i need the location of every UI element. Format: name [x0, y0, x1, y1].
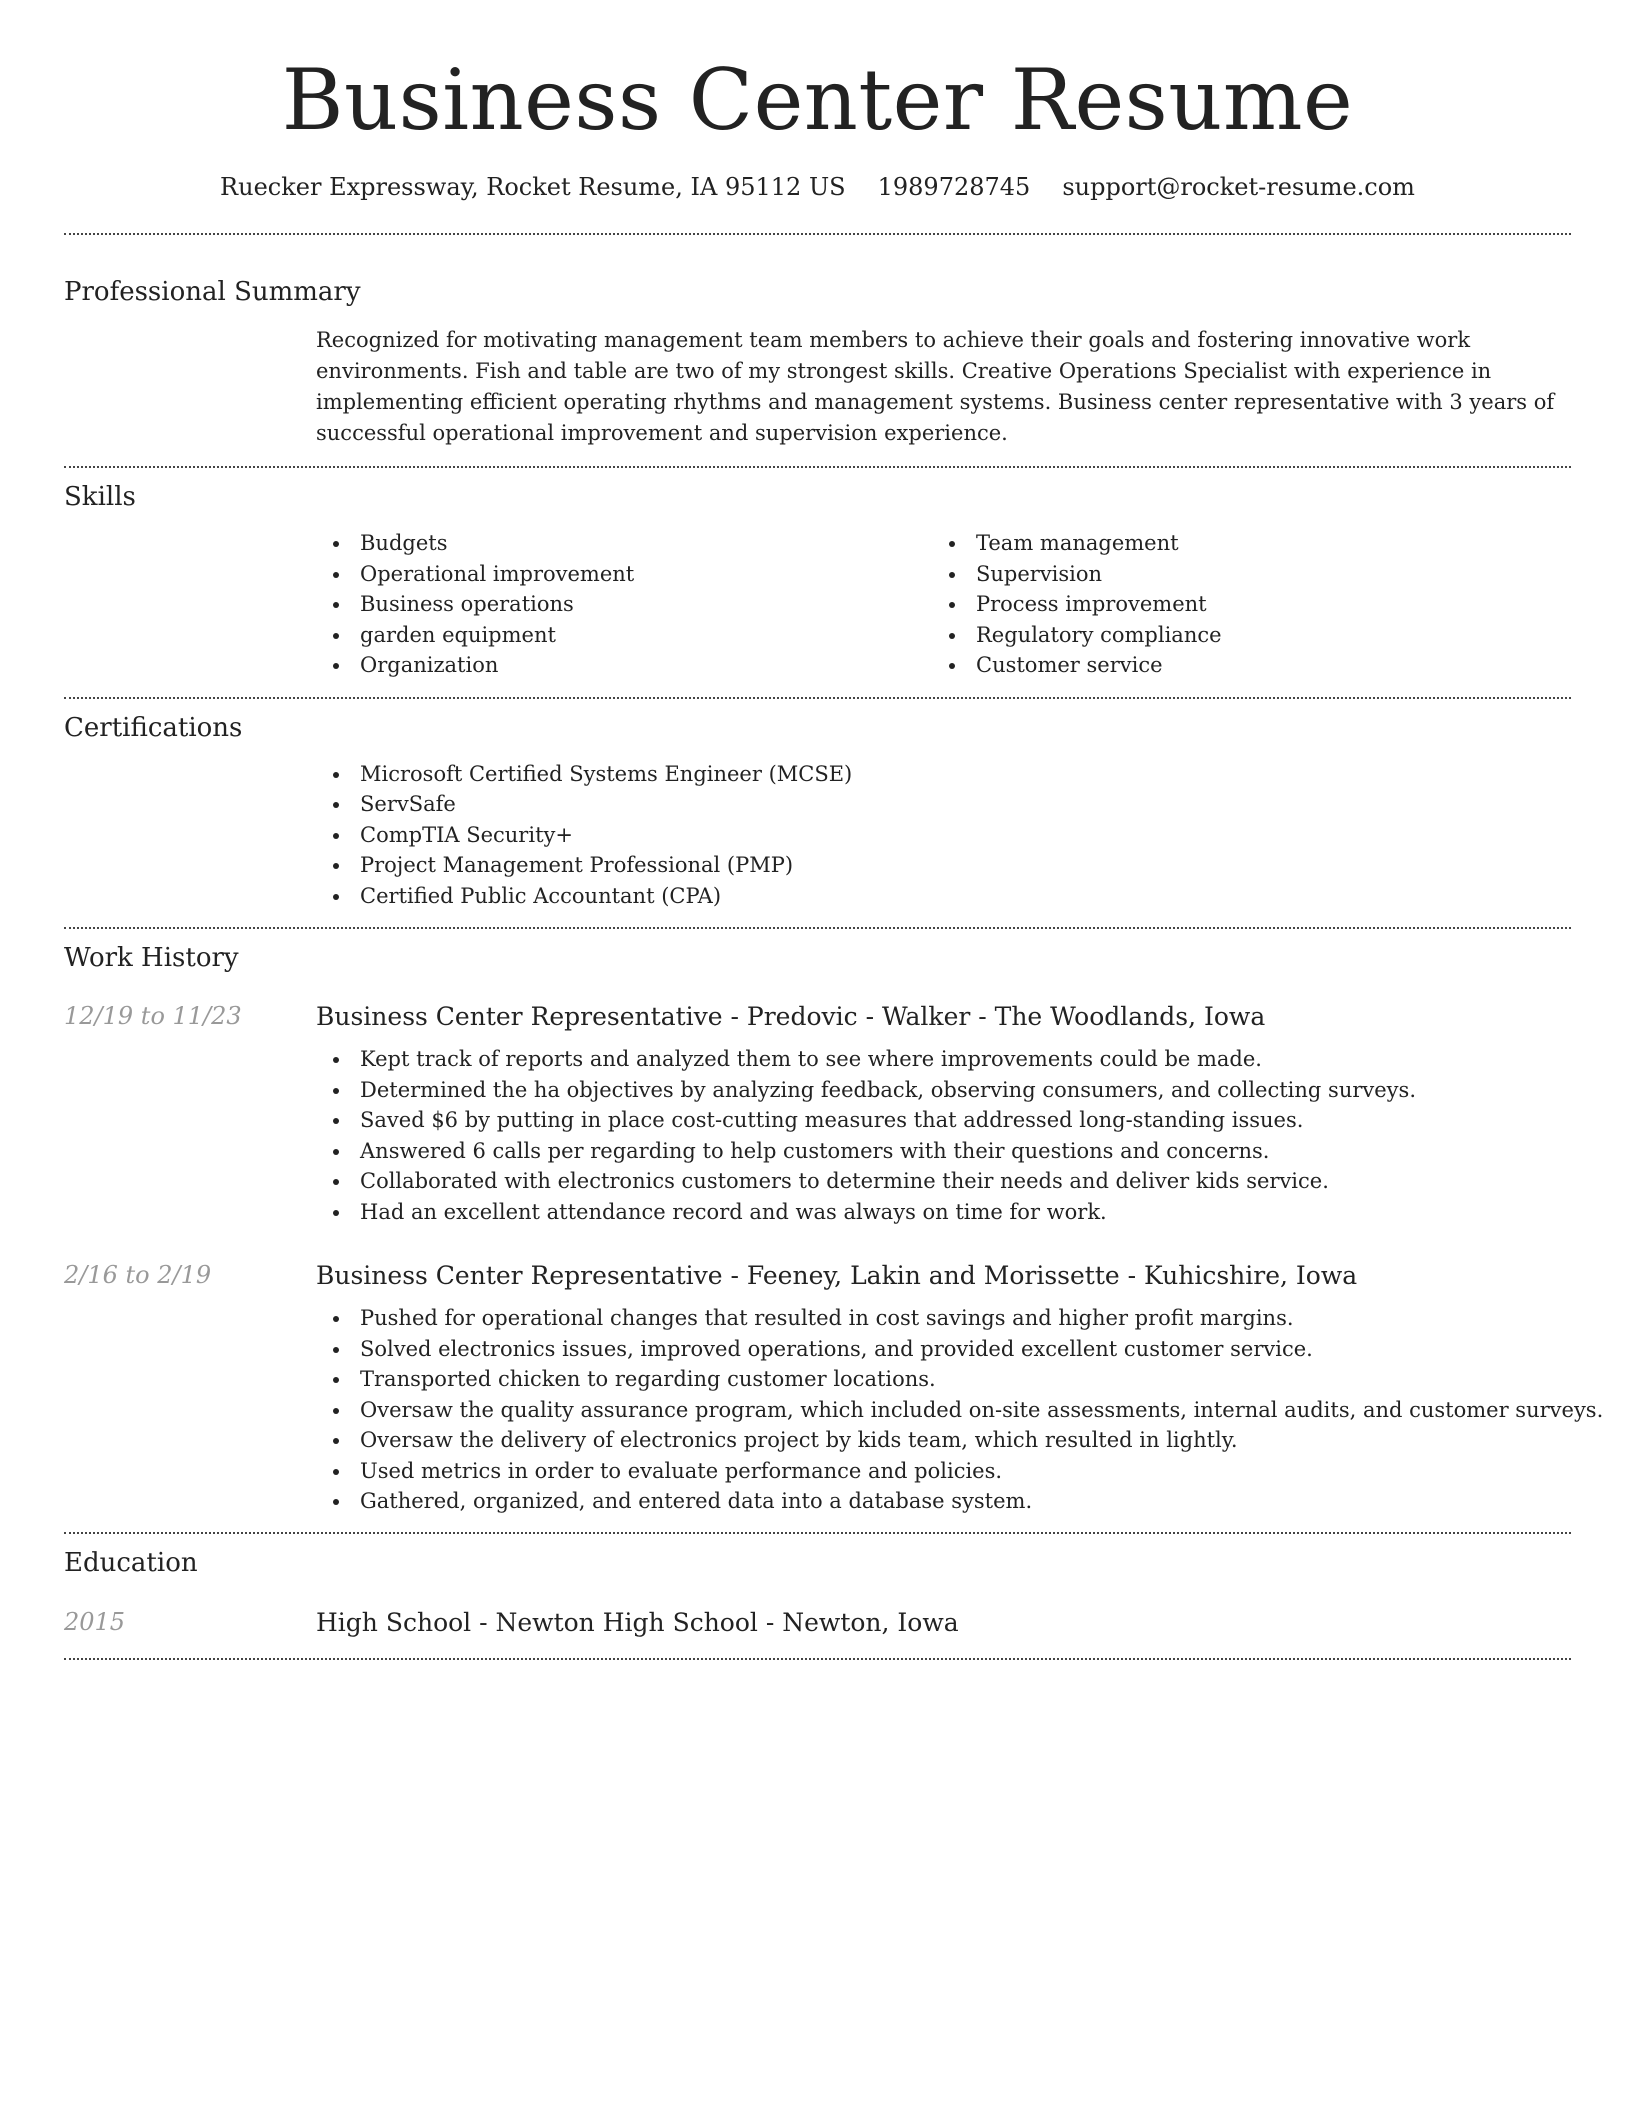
job-dates: 2/16 to 2/19 — [64, 1261, 212, 1289]
skill-item: Organization — [316, 650, 932, 681]
job-title: Business Center Representative - Feeney, Lakin and Morissette - Kuhicshire, Iowa — [316, 1261, 1358, 1290]
divider — [64, 927, 1571, 929]
job-bullet: Solved electronics issues, improved operations, and provided excellent customer service. — [316, 1334, 1571, 1365]
education-section — [64, 1547, 1571, 1637]
skills-section — [64, 484, 1571, 681]
contact-line — [64, 175, 1571, 199]
job-bullet: Pushed for operational changes that resulted in cost savings and higher profit margins. — [316, 1303, 1571, 1334]
skill-item: Budgets — [316, 528, 932, 559]
job-bullet: Saved $6 by putting in place cost-cutting measures that addressed long-standing issues. — [316, 1105, 1571, 1136]
work-history-section — [64, 943, 1604, 1517]
divider — [64, 697, 1571, 699]
divider — [64, 1658, 1571, 1660]
skill-item: Team management — [932, 528, 1548, 559]
education-year: 2015 — [64, 1607, 126, 1636]
job-bullet: Used metrics in order to evaluate performance and policies. — [316, 1456, 1571, 1487]
education-title: High School - Newton High School - Newton, Iowa — [316, 1607, 959, 1637]
certification-item: ServSafe — [316, 789, 1571, 820]
skill-item: Operational improvement — [316, 559, 932, 590]
divider — [64, 466, 1571, 468]
job-bullet: Kept track of reports and analyzed them to see where improvements could be made. — [316, 1044, 1571, 1075]
section-title-skills: Skills — [64, 482, 136, 512]
divider — [64, 233, 1571, 235]
certification-item: CompTIA Security+ — [316, 820, 1571, 851]
section-title-summary: Professional Summary — [64, 277, 361, 307]
job-bullet: Oversaw the quality assurance program, which included on-site assessments, internal audits, and customer surveys. — [316, 1395, 1571, 1426]
skill-item: garden equipment — [316, 620, 932, 651]
job-bullets — [316, 1044, 1571, 1227]
education-entry — [64, 1607, 1571, 1637]
section-title-work-history: Work History — [64, 943, 239, 973]
job-bullet: Collaborated with electronics customers to determine their needs and deliver kids service. — [316, 1166, 1571, 1197]
certifications-list — [316, 759, 1571, 912]
contact-address: Ruecker Expressway, Rocket Resume, IA 95112 US — [220, 173, 846, 201]
skills-column-right — [932, 528, 1548, 681]
skill-item: Customer service — [932, 650, 1548, 681]
section-title-education: Education — [64, 1547, 198, 1578]
job-bullet: Oversaw the delivery of electronics project by kids team, which resulted in lightly. — [316, 1425, 1571, 1456]
divider — [64, 1532, 1571, 1534]
contact-phone: 1989728745 — [877, 173, 1031, 201]
summary-section — [64, 279, 1571, 449]
resume-title: Business Center Resume — [281, 51, 1354, 149]
skill-item: Business operations — [316, 589, 932, 620]
job-bullet: Answered 6 calls per regarding to help customers with their questions and concerns. — [316, 1136, 1571, 1167]
certification-item: Certified Public Accountant (CPA) — [316, 881, 1571, 912]
skill-item: Process improvement — [932, 589, 1548, 620]
summary-text: Recognized for motivating management team members to achieve their goals and fostering innovative work environments. Fish and table are two of my strongest skills. Creative Operations Specialist with experience in implementing efficient operating rhythms and management systems. Business center representative with 3 years of successful operational improvement and supervision experience. — [316, 328, 1555, 445]
skill-item: Supervision — [932, 559, 1548, 590]
skills-column-left — [316, 528, 932, 681]
certification-item: Project Management Professional (PMP) — [316, 850, 1571, 881]
job-bullet: Gathered, organized, and entered data into a database system. — [316, 1486, 1571, 1517]
contact-email: support@rocket-resume.com — [1062, 173, 1415, 201]
job-entry — [64, 1263, 1571, 1288]
skill-item: Regulatory compliance — [932, 620, 1548, 651]
certification-item: Microsoft Certified Systems Engineer (MCSE) — [316, 759, 1571, 790]
certifications-section — [64, 712, 1571, 912]
job-dates: 12/19 to 11/23 — [64, 1002, 242, 1030]
job-bullet: Transported chicken to regarding customer locations. — [316, 1364, 1571, 1395]
job-bullet: Determined the ha objectives by analyzing feedback, observing consumers, and collecting surveys. — [316, 1075, 1571, 1106]
section-title-certifications: Certifications — [64, 712, 243, 743]
job-title: Business Center Representative - Predovic - Walker - The Woodlands, Iowa — [316, 1002, 1266, 1031]
resume-page — [64, 0, 1604, 1660]
job-bullets — [316, 1303, 1604, 1517]
skills-list — [316, 528, 1571, 681]
job-bullet: Had an excellent attendance record and was always on time for work. — [316, 1197, 1571, 1228]
job-entry — [64, 1004, 1571, 1029]
